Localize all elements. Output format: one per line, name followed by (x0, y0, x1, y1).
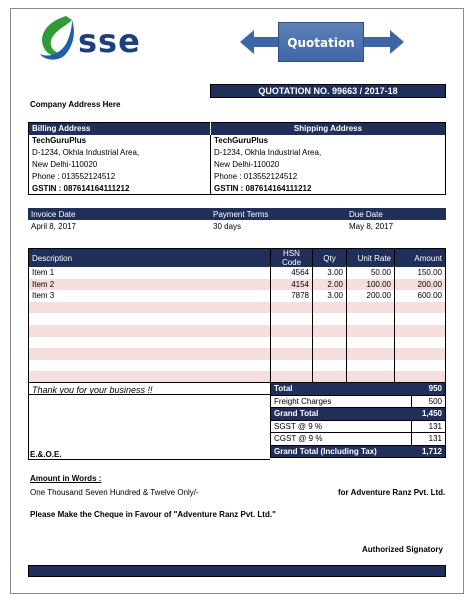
cheque-note: Please Make the Cheque in Favour of "Adventure Ranz Pvt. Ltd." (30, 510, 276, 519)
amount-words: One Thousand Seven Hundred & Twelve Only/- (30, 488, 199, 497)
address-table (28, 122, 446, 195)
quotation-number: QUOTATION NO. 99663 / 2017-18 (210, 84, 446, 98)
item-unit-rate: 50.00 (347, 267, 395, 279)
item-description: Item 2 (29, 279, 271, 291)
authorized-signatory: Authorized Signatory (362, 545, 443, 554)
total-value: 950 (411, 383, 445, 396)
shipping-heading: Shipping Address (293, 124, 363, 134)
col-amount: Amount (395, 249, 446, 268)
invoice-date: April 8, 2017 (31, 221, 76, 231)
sse-logo-icon (36, 14, 78, 64)
grand-total-value: 1,450 (411, 408, 445, 421)
sgst-label: SGST @ 9 % (271, 420, 412, 433)
grand-total-label: Grand Total (271, 408, 412, 421)
amount-words-label: Amount in Words : (30, 474, 102, 483)
shipping-name: TechGuruPlus (214, 136, 269, 145)
col-qty: Qty (313, 249, 347, 268)
total-label: Total (271, 383, 412, 396)
item-unit-rate: 200.00 (347, 290, 395, 302)
billing-phone: Phone : 013552124512 (29, 171, 211, 183)
grand-total-tax-label: Grand Total (Including Tax) (271, 445, 412, 458)
item-description: Item 3 (29, 290, 271, 302)
empty-row (29, 348, 446, 360)
empty-row (29, 313, 446, 325)
totals-table (270, 382, 446, 458)
col-description: Description (32, 253, 73, 263)
item-description: Item 1 (29, 267, 271, 279)
quotation-banner (232, 22, 408, 66)
footer-bar (28, 565, 446, 577)
item-hsn: 4564 (271, 267, 313, 279)
due-date: May 8, 2017 (349, 221, 394, 231)
grand-total-tax-value: 1,712 (411, 445, 445, 458)
item-amount: 150.00 (395, 267, 446, 279)
empty-row (29, 360, 446, 372)
logo-text: sse (78, 22, 141, 60)
company-address: Company Address Here (30, 100, 121, 109)
shipping-line1: D-1234, Okhla Industrial Area, (214, 148, 322, 157)
table-row (29, 279, 446, 291)
arrow-left-icon (240, 30, 254, 54)
item-qty: 3.00 (313, 290, 347, 302)
shipping-line2: New Delhi-110020 (214, 160, 280, 169)
freight-label: Freight Charges (271, 395, 412, 408)
cgst-value: 131 (411, 433, 445, 446)
billing-heading: Billing Address (29, 123, 211, 135)
for-company: for Adventure Ranz Pvt. Ltd. (338, 488, 446, 497)
col-hsn: HSN Code (271, 249, 313, 268)
item-amount: 600.00 (395, 290, 446, 302)
items-table (28, 248, 446, 395)
thank-you-text: Thank you for your business !! (32, 385, 153, 395)
empty-row (29, 337, 446, 349)
item-qty: 3.00 (313, 267, 347, 279)
quotation-title: Quotation (278, 22, 364, 62)
shipping-phone: Phone : 013552124512 (214, 172, 298, 181)
table-row (29, 267, 446, 279)
billing-name: TechGuruPlus (29, 135, 211, 147)
payment-terms-label: Payment Terms (213, 209, 269, 219)
shipping-gstin: GSTIN : 087614164111212 (214, 183, 312, 193)
item-amount: 200.00 (395, 279, 446, 291)
table-row (29, 290, 446, 302)
cgst-label: CGST @ 9 % (271, 433, 412, 446)
item-hsn: 7878 (271, 290, 313, 302)
invoice-meta-table (28, 208, 446, 232)
item-unit-rate: 100.00 (347, 279, 395, 291)
payment-terms: 30 days (213, 221, 242, 231)
arrow-right-icon (390, 30, 404, 54)
freight-value: 500 (411, 395, 445, 408)
item-hsn: 4154 (271, 279, 313, 291)
item-qty: 2.00 (313, 279, 347, 291)
empty-row (29, 302, 446, 314)
billing-line2: New Delhi-110020 (29, 159, 211, 171)
due-date-label: Due Date (349, 209, 383, 219)
col-unit-rate: Unit Rate (347, 249, 395, 268)
eoe-text: E.&.O.E. (30, 450, 62, 459)
empty-row (29, 325, 446, 337)
invoice-date-label: Invoice Date (31, 209, 76, 219)
billing-gstin: GSTIN : 087614164111212 (29, 183, 211, 195)
billing-line1: D-1234, Okhla Industrial Area, (29, 147, 211, 159)
sgst-value: 131 (411, 420, 445, 433)
